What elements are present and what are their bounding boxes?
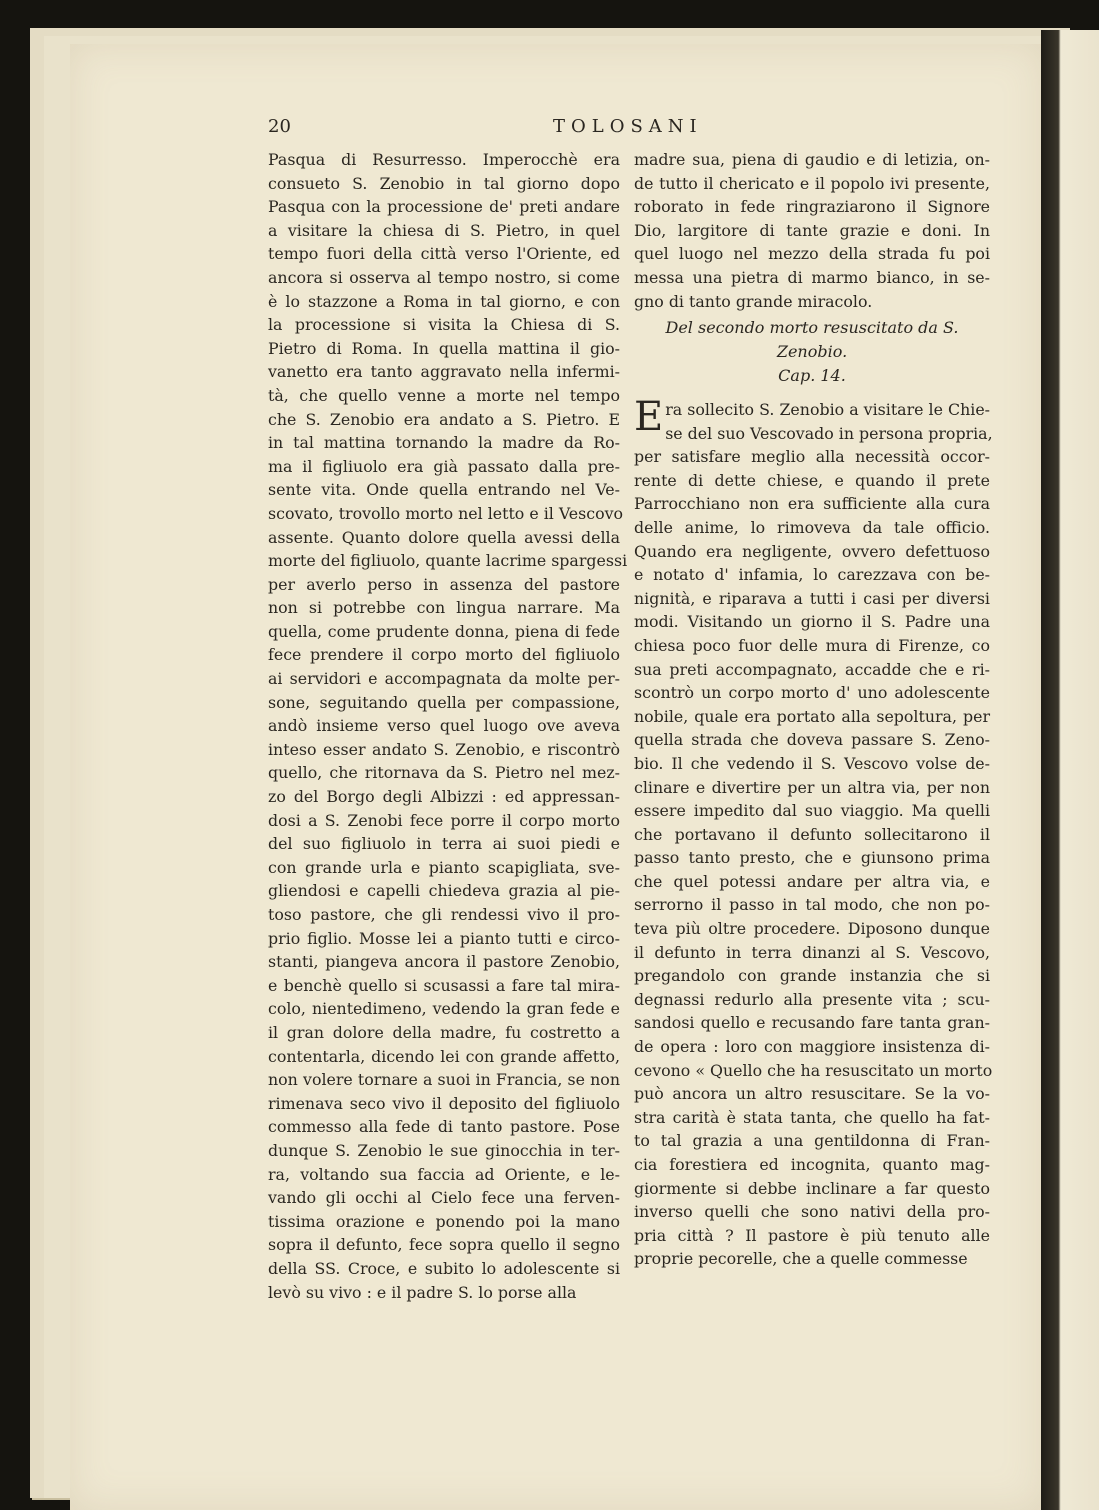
text-line: inteso esser andato S. Zenobio, e riscontrò	[268, 739, 620, 759]
text-line: pregandolo con grande instanzia che si	[634, 966, 990, 986]
text-line: del suo figliuolo in terra ai suoi piedi e	[268, 834, 620, 854]
text-line: della SS. Croce, e subito lo adolescente si	[268, 1258, 620, 1278]
text-line: in tal mattina tornando la madre da Ro-	[268, 433, 620, 453]
text-line: cia forestiera ed incognita, quanto mag-	[634, 1155, 990, 1174]
right-column-bottom	[634, 394, 993, 1271]
text-line: clinare e divertire per un altra via, per non	[634, 777, 990, 797]
text-line: contentarla, dicendo lei con grande affetto,	[268, 1046, 620, 1066]
text-line: commesso alla fede di tanto pastore. Pose	[268, 1117, 620, 1137]
text-line: per averlo perso in assenza del pastore	[268, 574, 620, 594]
text-line: de tutto il chericato e il popolo ivi presente,	[634, 173, 990, 193]
text-line: sopra il defunto, fece sopra quello il segno	[268, 1235, 620, 1255]
text-line: Dio, largitore di tante grazie e doni. In	[634, 220, 990, 240]
text-line: che portavano il defunto sollecitarono il	[634, 824, 990, 844]
text-line: levò su vivo : e il padre S. lo porse alla	[268, 1282, 577, 1302]
text-line: teva più oltre procedere. Diposono dunque	[634, 919, 990, 939]
text-line: è lo stazzone a Roma in tal giorno, e con	[268, 291, 620, 311]
text-line: quella, come prudente donna, piena di fede	[268, 621, 620, 641]
text-line: pria città ? Il pastore è più tenuto alle	[634, 1225, 990, 1245]
text-line: sente vita. Onde quella entrando nel Ve-	[268, 480, 620, 500]
text-line: e notato d' infamia, lo carezzava con be-	[634, 565, 990, 585]
text-line: Pasqua con la processione de' preti andare	[268, 197, 620, 217]
text-line: con grande urla e pianto scapigliata, sve-	[268, 857, 620, 877]
text-line: modi. Visitando un giorno il S. Padre una	[634, 612, 990, 632]
text-line: tà, che quello venne a morte nel tempo	[268, 385, 620, 405]
text-line: essere impedito dal suo viaggio. Ma quelli	[634, 801, 990, 821]
text-line: non volere tornare a suoi in Francia, se non	[268, 1070, 620, 1090]
text-line: sone, seguitando quella per compassione,	[268, 692, 620, 712]
text-line: Parrocchiano non era sufficiente alla cura	[634, 494, 990, 514]
text-line: assente. Quanto dolore quella avessi della	[268, 527, 620, 547]
text-line: chiesa poco fuor delle mura di Firenze, co	[634, 635, 990, 655]
text-line: non si potrebbe con lingua narrare. Ma	[268, 598, 620, 618]
text-line: cevono « Quello che ha resuscitato un morto	[634, 1060, 993, 1080]
text-line: nobile, quale era portato alla sepoltura, per	[634, 706, 990, 726]
text-line: colo, nientedimeno, vedendo la gran fede e	[268, 999, 620, 1019]
text-line: la processione si visita la Chiesa di S.	[268, 315, 620, 335]
text-line: gliendosi e capelli chiedeva grazia al pie-	[268, 881, 620, 901]
text-line: proprie pecorelle, che a quelle commesse	[634, 1249, 968, 1269]
text-line: serrorno il passo in tal modo, che non po-	[634, 895, 990, 915]
text-line: ma il figliuolo era già passato dalla pre-	[268, 456, 620, 476]
text-line: ra, voltando sua faccia ad Oriente, e le-	[268, 1164, 620, 1184]
text-line: delle anime, lo rimoveva da tale officio.	[634, 517, 990, 537]
text-line: scontrò un corpo morto d' uno adolescente	[634, 683, 990, 703]
text-line: e benchè quello si scusassi a fare tal mira-	[268, 975, 620, 995]
chapter-title: Del secondo morto resuscitato da S. Zenobio.	[665, 318, 959, 361]
text-line: sua preti accompagnato, accadde che e ri-	[634, 659, 990, 679]
text-line: zo del Borgo degli Albizzi : ed appressan-	[268, 787, 620, 807]
text-line: a visitare la chiesa di S. Pietro, in quel	[268, 220, 620, 240]
book-gutter	[1041, 30, 1099, 1510]
text-line: giormente si debbe inclinare a far questo	[634, 1178, 990, 1198]
chapter-heading	[634, 316, 990, 388]
text-line: Quando era negligente, ovvero defettuoso	[634, 541, 990, 561]
text-line: quella strada che doveva passare S. Zeno-	[634, 730, 990, 750]
left-column	[268, 148, 628, 1304]
text-line: stra carità è stata tanta, che quello ha fat-	[634, 1107, 990, 1127]
text-line: che quel potessi andare per altra via, e	[634, 871, 990, 891]
text-line: stanti, piangeva ancora il pastore Zenobio,	[268, 952, 620, 972]
text-line: tissima orazione e ponendo poi la mano	[268, 1211, 620, 1231]
chapter-number: Cap. 14.	[778, 366, 846, 385]
text-line: fece prendere il corpo morto del figliuolo	[268, 645, 620, 665]
text-line: passo tanto presto, che e giunsono prima	[634, 848, 990, 868]
text-line: il defunto in terra dinanzi al S. Vescovo,	[634, 942, 990, 962]
text-line: Pietro di Roma. In quella mattina il gio-	[268, 338, 620, 358]
text-line: può ancora un altro resuscitare. Se la vo-	[634, 1084, 990, 1104]
text-line: degnassi redurlo alla presente vita ; scu-	[634, 989, 990, 1009]
text-line: sandosi quello e recusando fare tanta gran-	[634, 1013, 990, 1033]
text-line: andò insieme verso quel luogo ove aveva	[268, 716, 620, 736]
text-line: consueto S. Zenobio in tal giorno dopo	[268, 173, 620, 193]
page-number: 20	[268, 116, 291, 137]
text-line: ai servidori e accompagnata da molte per-	[268, 669, 620, 689]
text-line: ancora si osserva al tempo nostro, si come	[268, 267, 620, 287]
text-line: inverso quelli che sono nativi della pro-	[634, 1202, 990, 1222]
text-line: quello, che ritornava da S. Pietro nel mez-	[268, 763, 620, 783]
text-line: dunque S. Zenobio le sue ginocchia in ter-	[268, 1140, 620, 1160]
text-line: madre sua, piena di gaudio e di letizia, on-	[634, 150, 990, 169]
first-line-text: ra sollecito S. Zenobio a visitare le Chie-	[665, 400, 990, 419]
text-line: gno di tanto grande miracolo.	[634, 291, 873, 311]
text-line: Pasqua di Resurresso. Imperocchè era	[268, 150, 620, 169]
text-line: vando gli occhi al Cielo fece una ferven-	[268, 1188, 620, 1208]
text-line: vanetto era tanto aggravato nella infermi-	[268, 362, 620, 382]
text-line: messa una pietra di marmo bianco, in se-	[634, 267, 990, 287]
text-line: to tal grazia a una gentildonna di Fran-	[634, 1131, 990, 1151]
text-line: per satisfare meglio alla necessità occor-	[634, 447, 990, 467]
text-line: prio figlio. Mosse lei a pianto tutti e circo-	[268, 928, 620, 948]
running-title: TOLOSANI	[553, 116, 703, 137]
text-line: il gran dolore della madre, fu costretto a	[268, 1022, 620, 1042]
text-line: toso pastore, che gli rendessi vivo il pro-	[268, 905, 620, 924]
right-column-top	[634, 148, 990, 313]
text-line: roborato in fede ringraziarono il Signore	[634, 197, 990, 217]
text-line: rente di dette chiese, e quando il prete	[634, 470, 990, 490]
text-line: tempo fuori della città verso l'Oriente, ed	[268, 244, 620, 264]
text-line: nignità, e riparava a tutti i casi per diversi	[634, 588, 990, 608]
drop-cap: E	[634, 394, 664, 440]
text-line: morte del figliuolo, quante lacrime spargessi	[268, 551, 628, 571]
text-line: dosi a S. Zenobi fece porre il corpo morto	[268, 810, 620, 830]
text-line: se del suo Vescovado in persona propria,	[665, 423, 993, 443]
text-line: bio. Il che vedendo il S. Vescovo volse de-	[634, 753, 990, 773]
text-line: rimenava seco vivo il deposito del figliuolo	[268, 1093, 620, 1113]
text-line: de opera : loro con maggiore insistenza di-	[634, 1037, 990, 1057]
text-line: che S. Zenobio era andato a S. Pietro. E	[268, 409, 620, 429]
text-line: quel luogo nel mezzo della strada fu poi	[634, 244, 990, 264]
text-line: scovato, trovollo morto nel letto e il Vescovo	[268, 503, 624, 523]
